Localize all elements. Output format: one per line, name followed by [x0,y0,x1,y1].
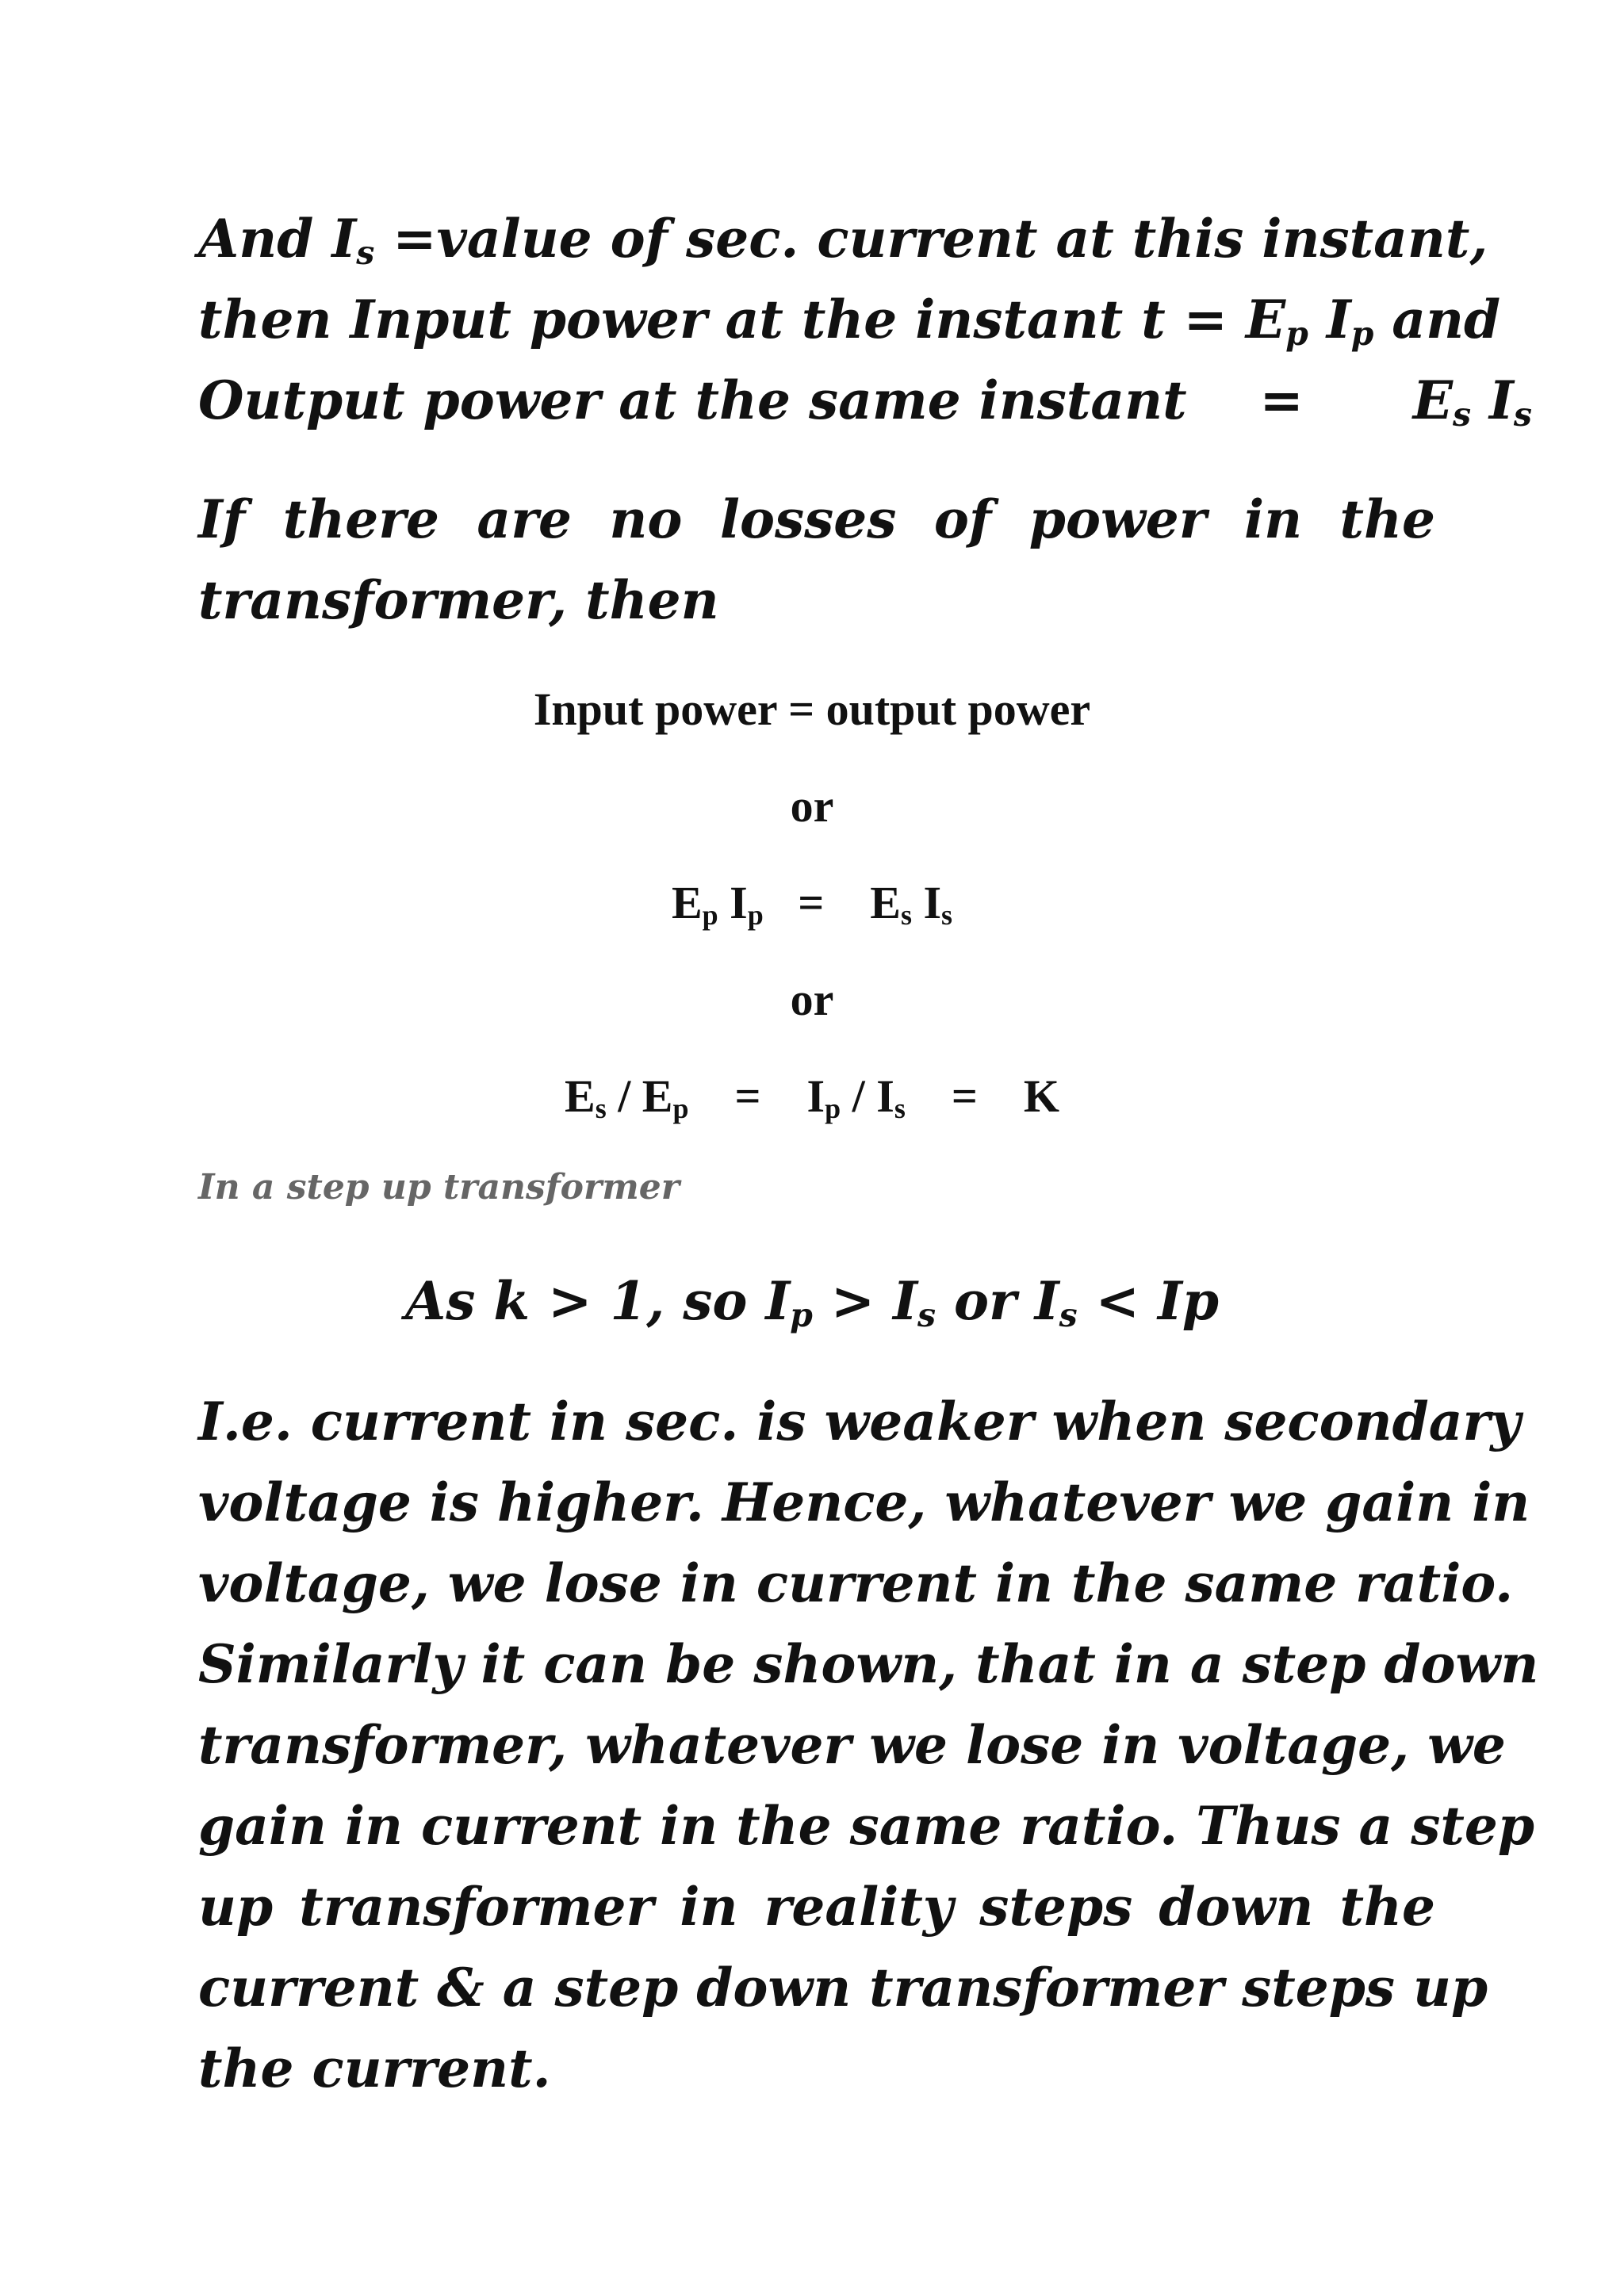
paragraph-2-line-2: transformer, then [198,569,719,631]
conclusion-line-6: gain in current in the same ratio. Thus a step [198,1795,1534,1857]
conclusion-line-4: Similarly it can be shown, that in a step down [198,1633,1539,1695]
conclusion-line-8: current & a step down transformer steps up [198,1957,1488,2019]
conclusion-line-7: up transformer in reality steps down the [198,1876,1435,1938]
conclusion-line-5: transformer, whatever we lose in voltage, we [198,1714,1506,1776]
conclusion-line-3: voltage, we lose in current in the same ratio. [198,1552,1514,1614]
paragraph-2-line-1: If there are no losses of power in the [198,488,1435,550]
conclusion-line-1: I.e. current in sec. is weaker when secondary [198,1391,1521,1452]
equation-or-2: or [790,974,834,1025]
paragraph-1-line-1: And $I_s$ =value of sec. current at this instant, [198,208,1488,272]
equation-turns-ratio: $E_s / E_p$ = $I_p / I_s$ = K [565,1070,1059,1124]
paragraph-1-line-3: Output power at the same instant = $E_s$ $I_s$ [198,369,1532,434]
condition-line: As k > 1, so $I_p > I_s$ or $I_s < Ip$ [405,1270,1219,1334]
equation-or-1: or [790,780,834,832]
step-up-note: In a step up transformer [198,1167,680,1207]
equation-ep-ip-es-is: $E_p$ $I_p$ = $E_s$ $I_s$ [671,877,953,931]
conclusion-line-9: the current. [198,2038,551,2099]
equation-power-balance: Input power = output power [533,683,1091,735]
conclusion-line-2: voltage is higher. Hence, whatever we gain in [198,1471,1530,1533]
paragraph-1-line-2: then Input power at the instant $t = E_p$ $I_p$ and [198,289,1501,353]
